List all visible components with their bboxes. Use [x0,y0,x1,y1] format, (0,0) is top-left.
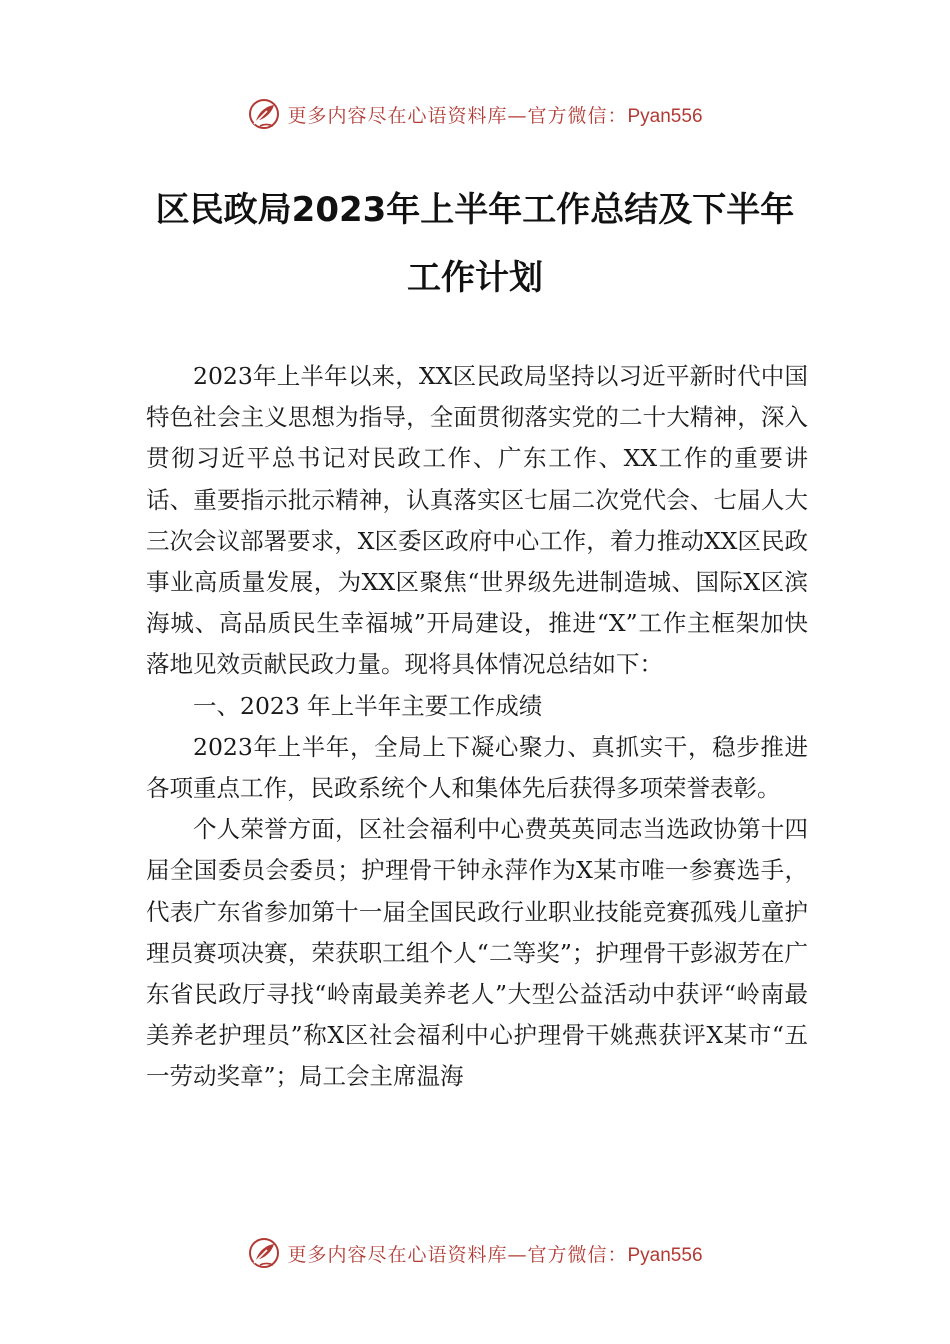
document-title-line-2: 工作计划 [407,258,543,298]
banner-label: 更多内容尽在心语资料库—官方微信： [287,1243,628,1266]
footer-banner [0,1231,950,1275]
banner-label: 更多内容尽在心语资料库—官方微信： [287,104,628,127]
banner-text [287,101,702,128]
document-body [146,356,808,1098]
paragraph-achievements: 2023年上半年，全局上下凝心聚力、真抓实干，稳步推进各项重点工作，民政系统个人和集体先后获得多项荣誉表彰。 [146,732,808,803]
banner-text [287,1240,702,1267]
wechat-id: Pyan556 [627,1244,703,1266]
leaf-pen-icon [247,97,281,131]
paragraph-intro: 2023年上半年以来，XX区民政局坚持以习近平新时代中国特色社会主义思想为指导，全面贯彻落实党的二十大精神，深入贯彻习近平总书记对民政工作、广东工作、XX工作的重要讲话、重要指示批示精神，认真落实区七届二次党代会、七届人大三次会议部署要求，X区委区政府中心工作，着力推动XX区民政事业高质量发展，为XX区聚焦“世界级先进制造城、国际X区滨海城、高品质民生幸福城”开局建设，推进“X”工作主框架加快落地见效贡献民政力量。现将具体情况总结如下： [146,362,808,679]
paragraph-personal-honors: 个人荣誉方面，区社会福利中心费英英同志当选政协第十四届全国委员会委员；护理骨干钟永萍作为X某市唯一参赛选手，代表广东省参加第十一届全国民政行业职业技能竞赛孤残儿童护理员赛项决赛，荣获职工组个人“二等奖”；护理骨干彭淑芳在广东省民政厅寻找“岭南最美养老人”大型公益活动中获评“岭南最美养老护理员”称X区社会福利中心护理骨干姚燕获评X某市“五一劳动奖章”；局工会主席温海 [146,815,808,1091]
wechat-id: Pyan556 [627,105,703,127]
document-title-line-1: 区民政局2023年上半年工作总结及下半年 [155,190,795,230]
leaf-pen-icon [247,1236,281,1270]
header-banner [0,92,950,136]
section-heading: 一、2023 年上半年主要工作成绩 [193,691,543,720]
